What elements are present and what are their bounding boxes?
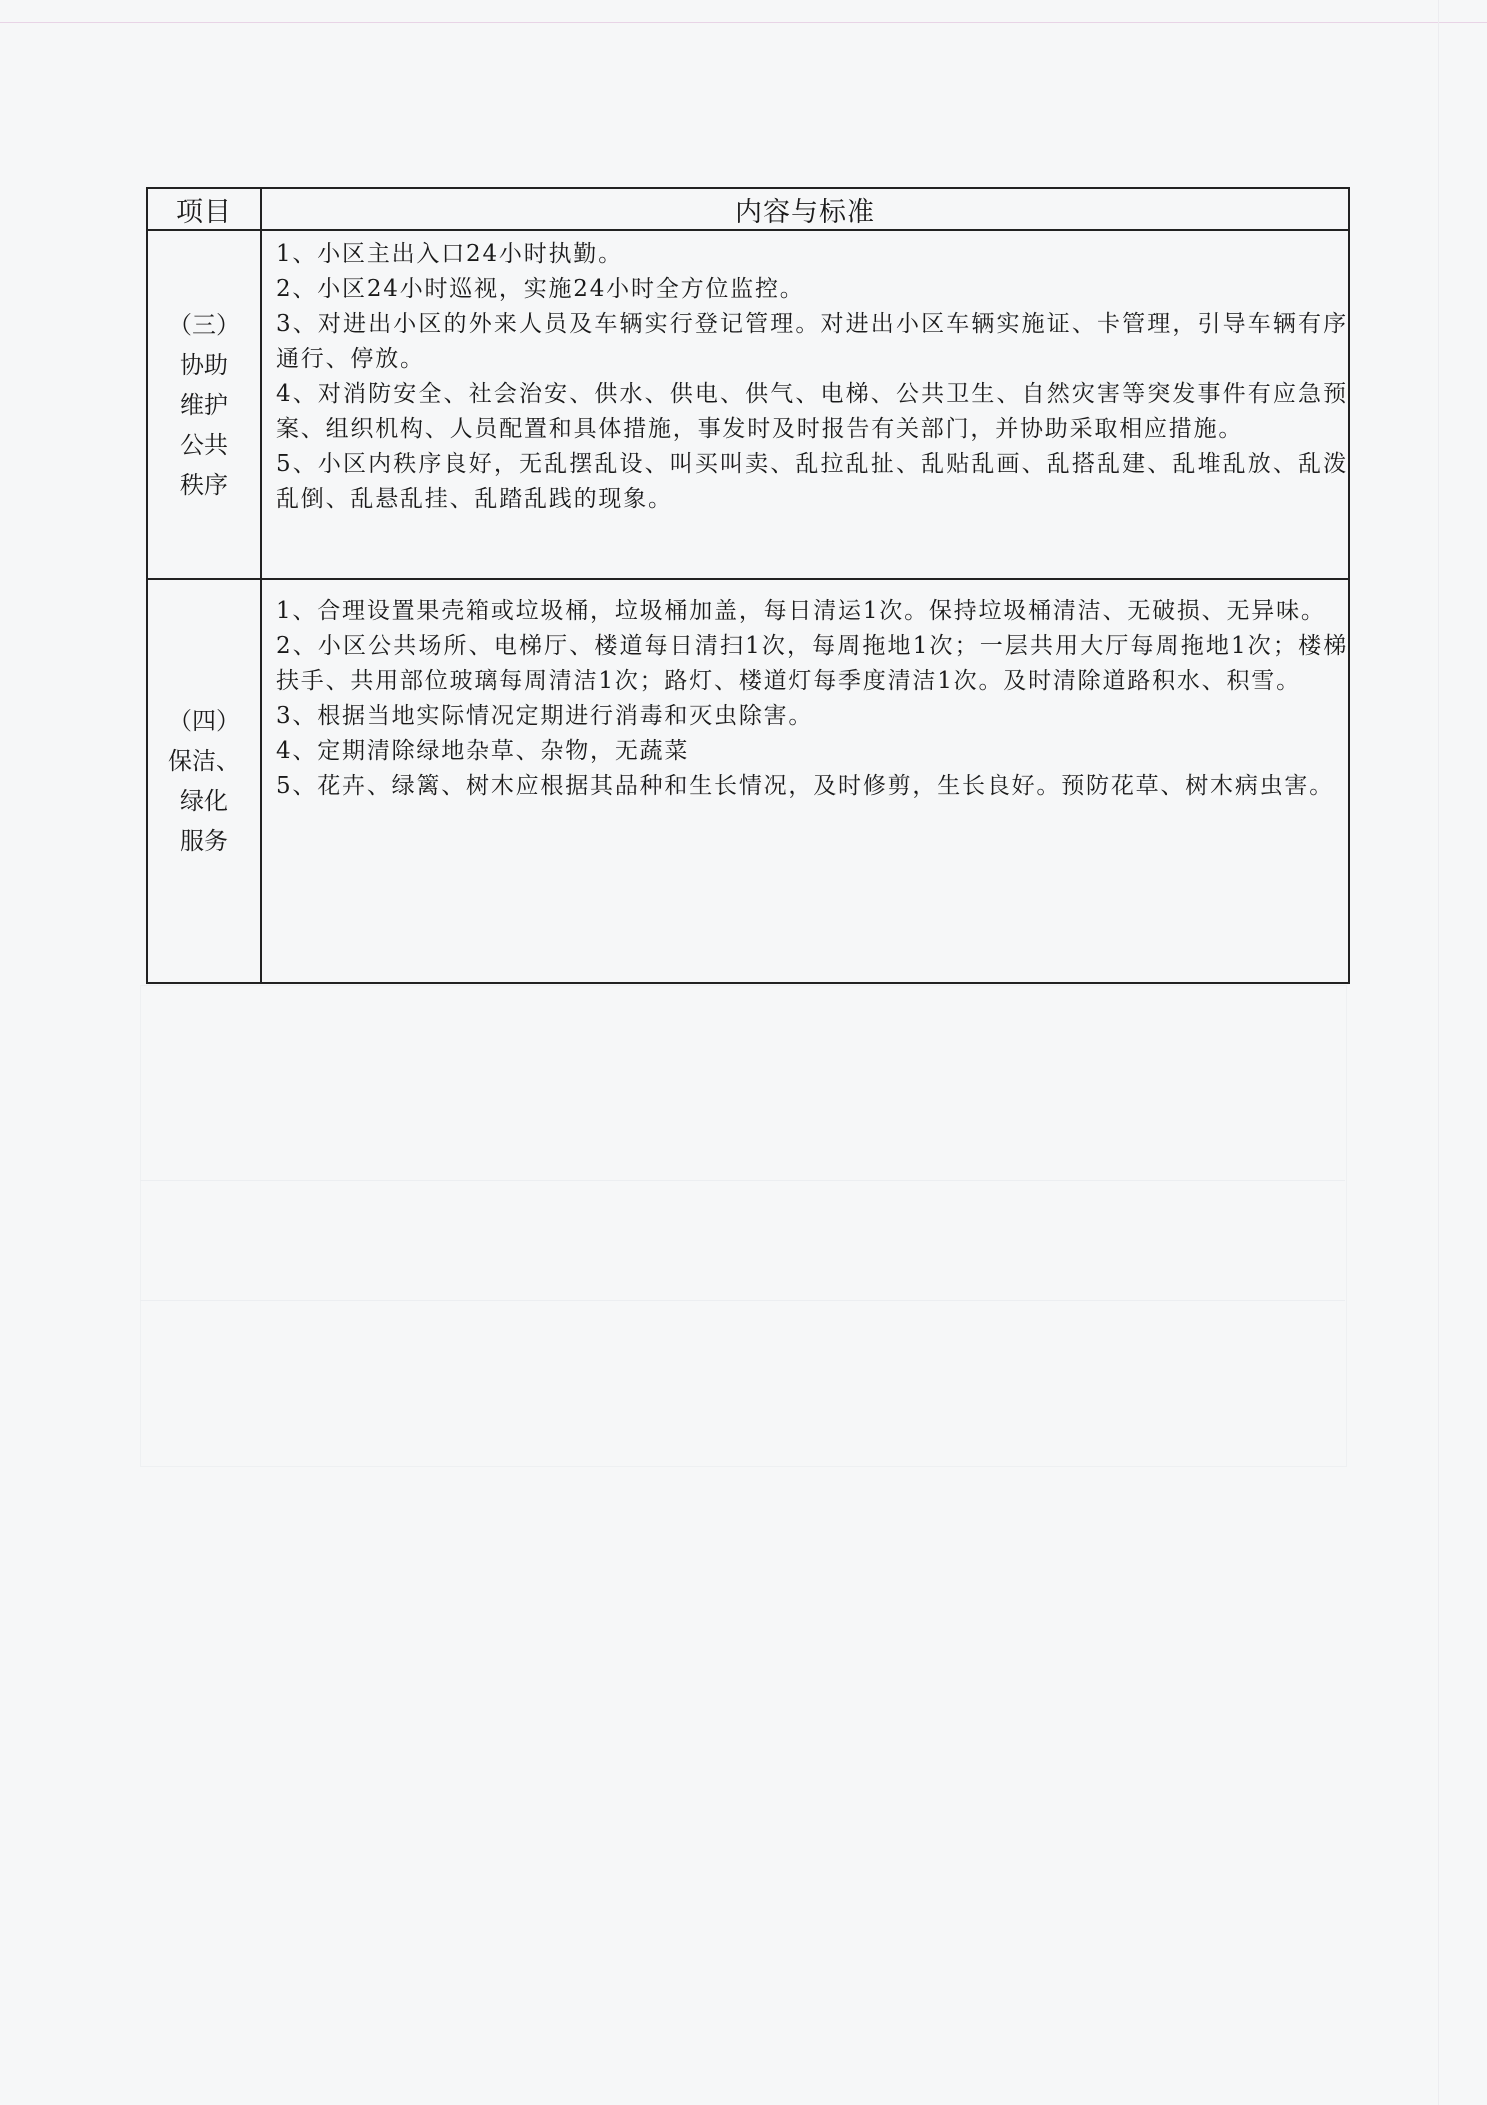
table-header-row bbox=[147, 188, 1349, 230]
bleed-through-box bbox=[140, 985, 1347, 1467]
list-item: 5、小区内秩序良好，无乱摆乱设、叫买叫卖、乱拉乱扯、乱贴乱画、乱搭乱建、乱堆乱放、乱泼乱倒、乱悬乱挂、乱踏乱践的现象。 bbox=[276, 451, 1348, 512]
content-cell bbox=[261, 230, 1349, 579]
list-item: 2、小区24小时巡视，实施24小时全方位监控。 bbox=[276, 276, 805, 302]
service-standards-table bbox=[146, 187, 1350, 984]
project-label-line: 公共 bbox=[180, 430, 228, 459]
table-row bbox=[147, 230, 1349, 579]
bleed-through-line bbox=[140, 1180, 1345, 1181]
table-row bbox=[147, 579, 1349, 983]
project-label-line: 绿化 bbox=[180, 787, 228, 815]
content-list bbox=[276, 580, 1348, 828]
content-cell bbox=[261, 579, 1349, 983]
project-label-line: （四） bbox=[168, 707, 240, 735]
project-cell bbox=[147, 230, 261, 579]
project-cell bbox=[147, 579, 261, 983]
list-item: 3、对进出小区的外来人员及车辆实行登记管理。对进出小区车辆实施证、卡管理，引导车辆有序通行、停放。 bbox=[276, 311, 1348, 372]
content-list bbox=[276, 231, 1348, 525]
project-label-line: 保洁、 bbox=[168, 747, 240, 775]
list-item: 4、对消防安全、社会治安、供水、供电、供气、电梯、公共卫生、自然灾害等突发事件有应急预案、组织机构、人员配置和具体措施，事发时及时报告有关部门，并协助采取相应措施。 bbox=[276, 381, 1348, 442]
project-label-line: 服务 bbox=[180, 827, 228, 855]
header-content-standard: 内容与标准 bbox=[261, 188, 1349, 230]
project-label-line: （三） bbox=[168, 310, 240, 339]
list-item: 4、定期清除绿地杂草、杂物，无蔬菜 bbox=[276, 738, 690, 764]
project-label-line: 协助 bbox=[180, 350, 228, 379]
list-item: 1、合理设置果壳箱或垃圾桶，垃圾桶加盖，每日清运1次。保持垃圾桶清洁、无破损、无异味。 bbox=[276, 598, 1326, 624]
bleed-through-line bbox=[140, 1300, 1345, 1301]
project-label-line: 秩序 bbox=[180, 470, 228, 499]
list-item: 1、小区主出入口24小时执勤。 bbox=[276, 241, 623, 267]
project-label-line: 维护 bbox=[180, 390, 228, 419]
header-project: 项目 bbox=[147, 188, 261, 230]
list-item: 2、小区公共场所、电梯厅、楼道每日清扫1次，每周拖地1次；一层共用大厅每周拖地1次；楼梯扶手、共用部位玻璃每周清洁1次；路灯、楼道灯每季度清洁1次。及时清除道路积水、积雪。 bbox=[276, 633, 1348, 694]
scan-artifact-top-line bbox=[0, 22, 1487, 23]
list-item: 5、花卉、绿篱、树木应根据其品种和生长情况，及时修剪，生长良好。预防花草、树木病虫害。 bbox=[276, 773, 1335, 799]
scan-artifact-right-line bbox=[1438, 0, 1439, 2105]
list-item: 3、根据当地实际情况定期进行消毒和灭虫除害。 bbox=[276, 703, 814, 729]
